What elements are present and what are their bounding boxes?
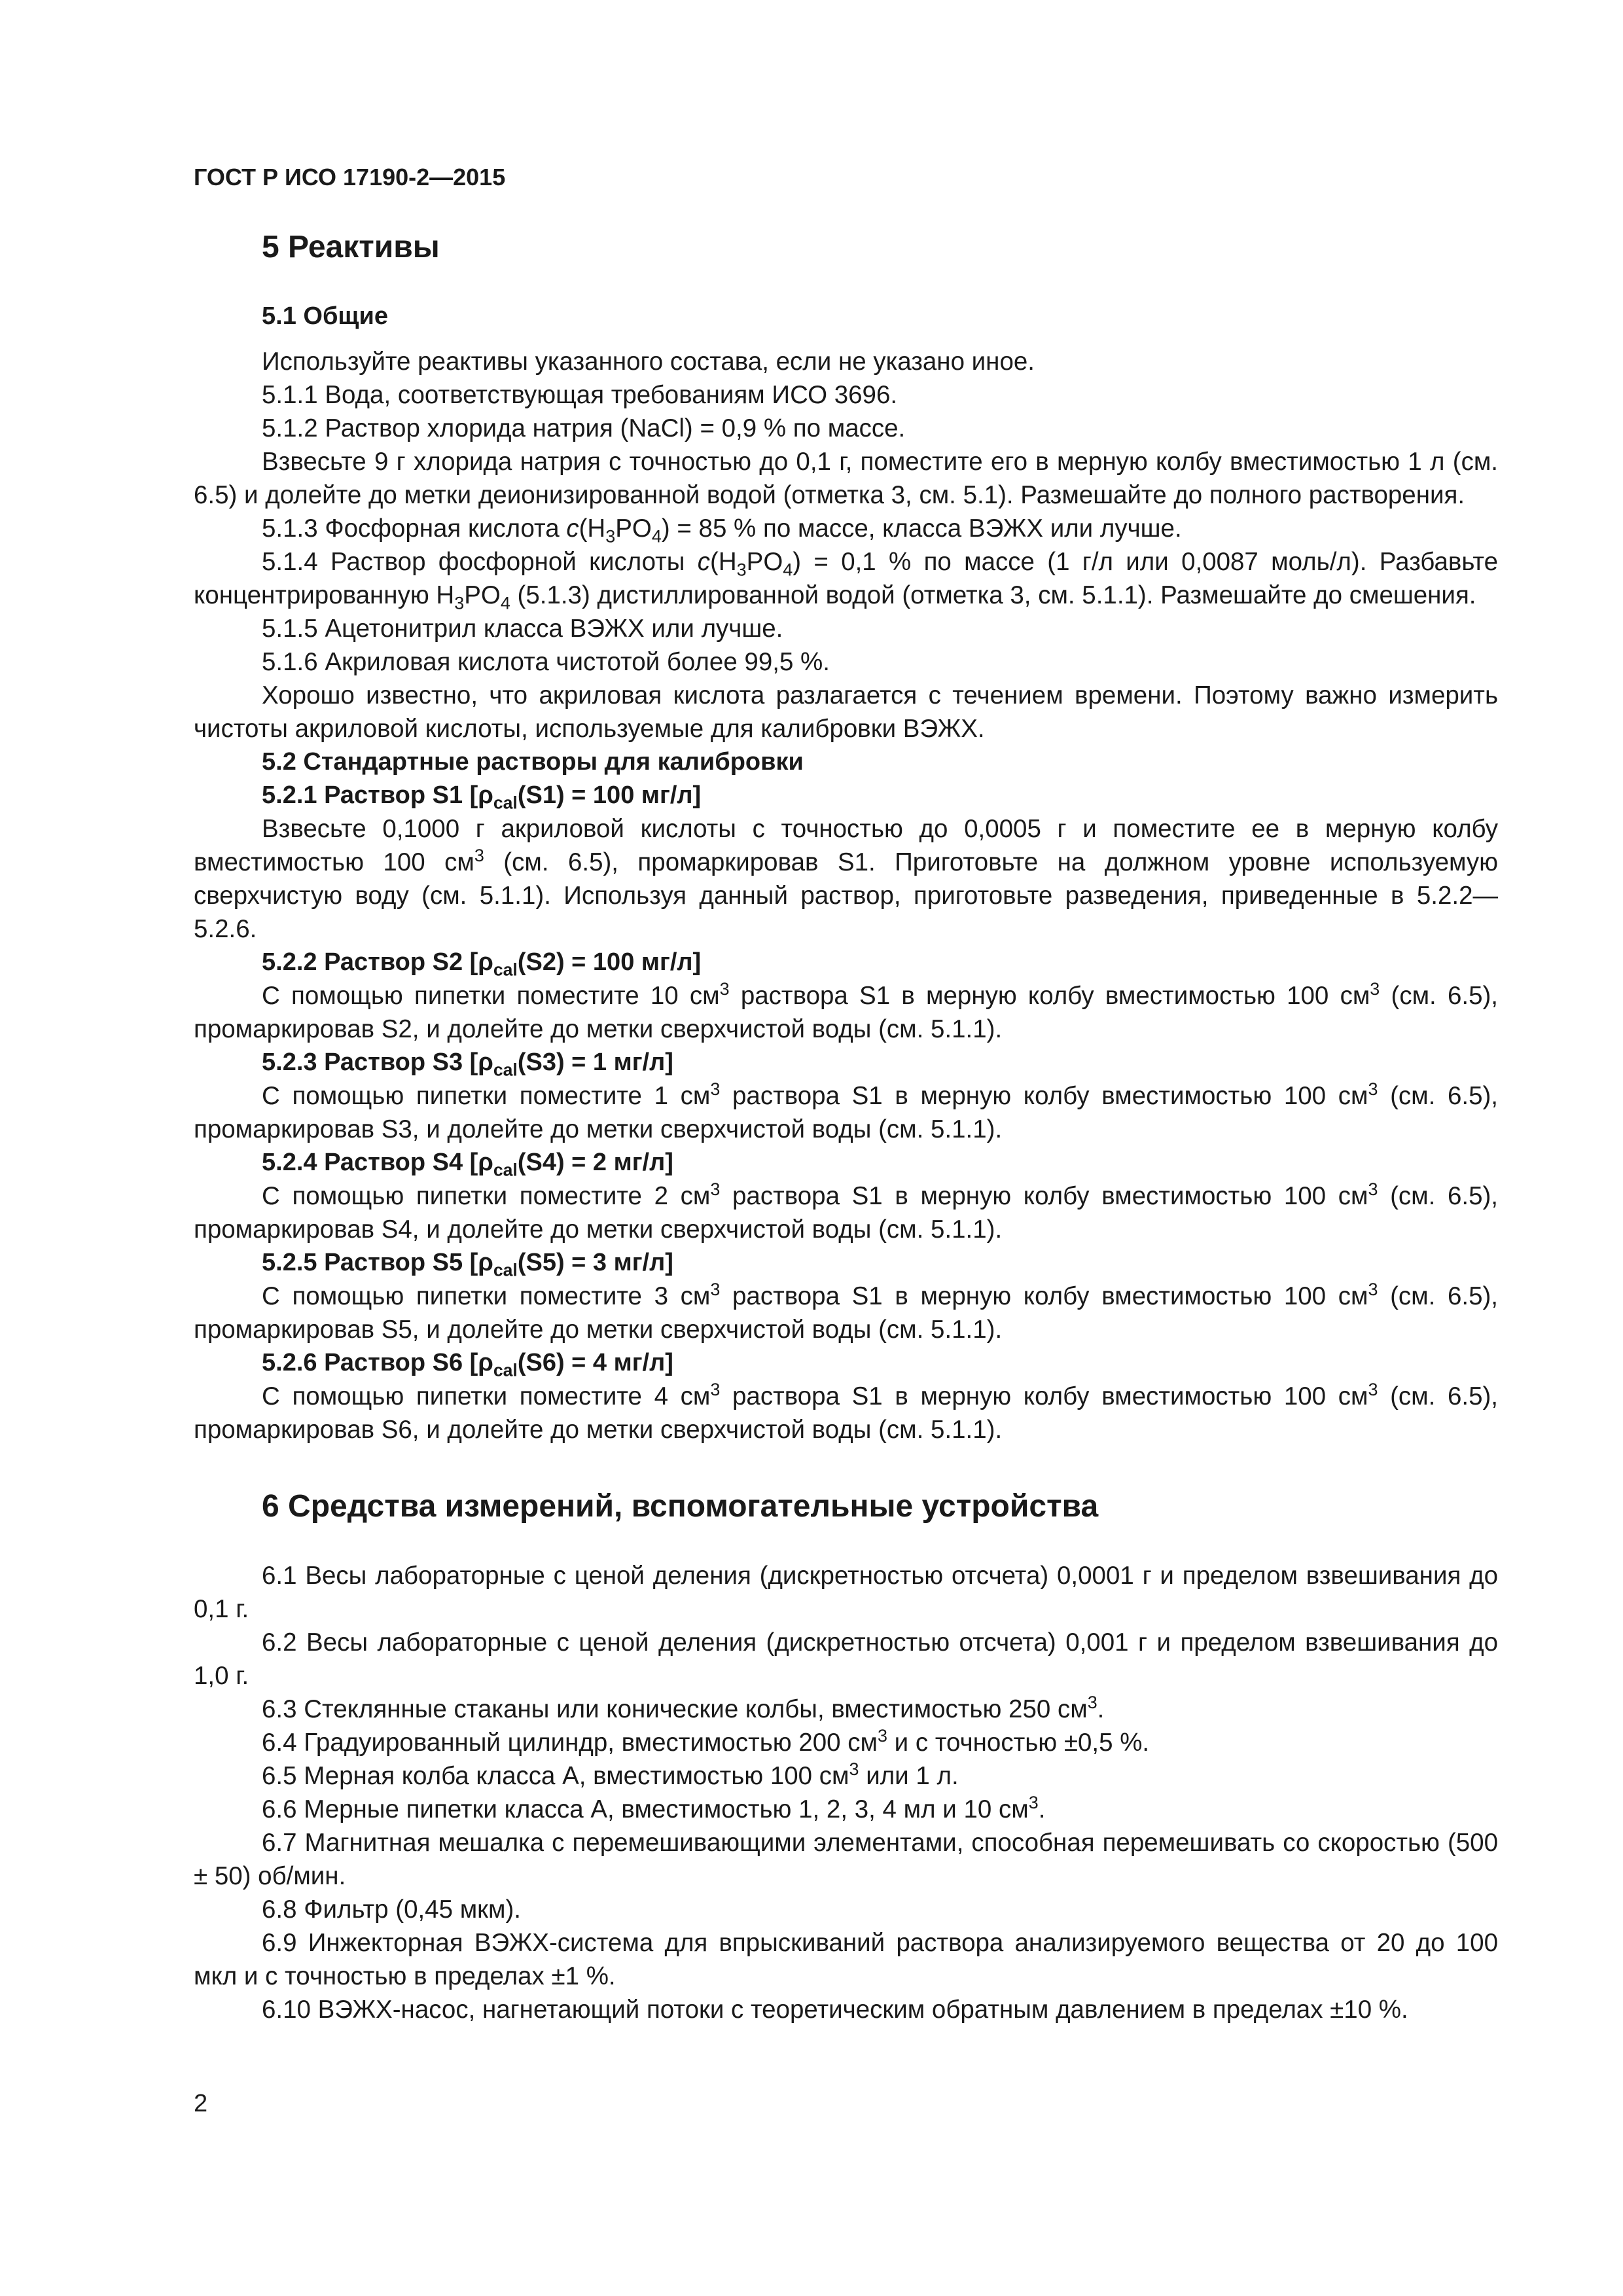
section-5-title: 5 Реактивы <box>262 230 440 264</box>
paragraph-5-2-1: Взвесьте 0,1000 г акриловой кислоты с точностью до 0,0005 г и поместите ее в мерную колбу вместимостью 100 $см^3$ (см. 6.5), промаркировав S1. Приготовьте на должном уровне используемую сверхчистую воду (см. 5.1.1). Используя данный раствор, приготовьте разведения, приведенные в 5.2.2—5.2.6. <box>194 815 1499 943</box>
page-number: 2 <box>194 2090 208 2117</box>
subsection-5-2-4-title: 5.2.4 Раствор S4 [$\rho_{cal}(S4) = 2$ мг/л] <box>262 1149 673 1180</box>
subsection-5-2-6-title: 5.2.6 Раствор S6 [$\rho_{cal}(S6) = 4$ мг/л] <box>262 1349 673 1380</box>
paragraph-5-1-2-text: Взвесьте 9 г хлорида натрия с точностью до 0,1 г, поместите его в мерную колбу вместимостью 1 л (см. 6.5) и долейте до метки деионизированной водой (отметка 3, см. 5.1). Размешайте до полного растворения. <box>194 448 1498 509</box>
section-spacer <box>194 1446 1498 1486</box>
paragraph-5-1-5: 5.1.5 Ацетонитрил класса ВЭЖХ или лучше. <box>262 615 783 643</box>
paragraph-6-6: 6.6 Мерные пипетки класса А, вместимостью 1, 2, 3, 4 мл и 10 $см^3$. <box>262 1793 1046 1823</box>
subsection-5-2-title: 5.2 Стандартные растворы для калибровки <box>262 748 804 776</box>
paragraph-6-3: 6.3 Стеклянные стаканы или конические колбы, вместимостью 250 $см^3$. <box>262 1693 1105 1723</box>
page-content <box>194 226 1498 2026</box>
paragraph-5-1-1: 5.1.1 Вода, соответствующая требованиям ИСО 3696. <box>262 381 898 409</box>
document-header: ГОСТ Р ИСО 17190-2—2015 <box>194 164 506 190</box>
paragraph-5-1-6: 5.1.6 Акриловая кислота чистотой более 99,5 %. <box>262 648 830 676</box>
paragraph-5-2-6: С помощью пипетки поместите 4 $см^3$ раствора S1 в мерную колбу вместимостью 100 $см^3$ (см. 6.5), промаркировав S6, и долейте до метки сверхчистой воды (см. 5.1.1). <box>194 1380 1499 1444</box>
paragraph-5-1-2: 5.1.2 Раствор хлорида натрия (NaCl) = 0,9 % по массе. <box>262 414 906 442</box>
paragraph-5-2-3: С помощью пипетки поместите 1 $см^3$ раствора S1 в мерную колбу вместимостью 100 $см^3$ (см. 6.5), промаркировав S3, и долейте до метки сверхчистой воды (см. 5.1.1). <box>194 1079 1499 1143</box>
paragraph-5-2-2: С помощью пипетки поместите 10 $см^3$ раствора S1 в мерную колбу вместимостью 100 $см^3$ (см. 6.5), промаркировав S2, и долейте до метки сверхчистой воды (см. 5.1.1). <box>194 979 1498 1043</box>
paragraph-6-1: 6.1 Весы лабораторные с ценой деления (дискретностью отсчета) 0,0001 г и пределом взвешивания до 0,1 г. <box>194 1562 1498 1623</box>
paragraph-intro: Используйте реактивы указанного состава, если не указано иное. <box>262 348 1035 376</box>
subsection-5-2-5-title: 5.2.5 Раствор S5 [$\rho_{cal}(S5) = 3$ мг/л] <box>262 1249 673 1280</box>
subsection-5-2-1-title: 5.2.1 Раствор S1 [$\rho_{cal}(S1) = 100$ мг/л] <box>262 781 702 813</box>
paragraph-5-2-4: С помощью пипетки поместите 2 $см^3$ раствора S1 в мерную колбу вместимостью 100 $см^3$ (см. 6.5), промаркировав S4, и долейте до метки сверхчистой воды (см. 5.1.1). <box>194 1179 1499 1244</box>
subsection-5-2-3-title: 5.2.3 Раствор S3 [$\rho_{cal}(S3) = 1$ мг/л] <box>262 1049 673 1080</box>
paragraph-6-7: 6.7 Магнитная мешалка с перемешивающими элементами, способная перемешивать со скоростью (500 ± 50) об/мин. <box>194 1829 1498 1890</box>
paragraph-5-1-6-text: Хорошо известно, что акриловая кислота разлагается с течением времени. Поэтому важно измерить чистоты акриловой кислоты, используемые для калибровки ВЭЖХ. <box>194 681 1498 743</box>
subsection-5-2-2-title: 5.2.2 Раствор S2 [$\rho_{cal}(S2) = 100$ мг/л] <box>262 948 702 980</box>
paragraph-6-9: 6.9 Инжекторная ВЭЖХ-система для впрыскиваний раствора анализируемого вещества от 20 до 100 мкл и с точностью в пределах ±1 %. <box>194 1929 1498 1990</box>
paragraph-5-2-5: С помощью пипетки поместите 3 $см^3$ раствора S1 в мерную колбу вместимостью 100 $см^3$ (см. 6.5), промаркировав S5, и долейте до метки сверхчистой воды (см. 5.1.1). <box>194 1280 1499 1344</box>
paragraph-6-2: 6.2 Весы лабораторные с ценой деления (дискретностью отсчета) 0,001 г и пределом взвешивания до 1,0 г. <box>194 1628 1498 1690</box>
section-6-title: 6 Средства измерений, вспомогательные устройства <box>262 1489 1099 1524</box>
paragraph-6-10: 6.10 ВЭЖХ-насос, нагнетающий потоки с теоретическим обратным давлением в пределах ±10 %. <box>262 1996 1408 2024</box>
subsection-5-1-title: 5.1 Общие <box>262 302 388 330</box>
paragraph-6-8: 6.8 Фильтр (0,45 мкм). <box>262 1895 521 1924</box>
paragraph-5-1-4: 5.1.4 Раствор фосфорной кислоты $c(H_3PO_4) = 0,1$ % по массе (1 г/л или 0,0087 моль/л). Разбавьте концентрированную $H_3PO_4$ (5.1.3) дистиллированной водой (отметка 3, см. 5.1.1). Размешайте до смешения. <box>194 548 1498 613</box>
paragraph-6-5: 6.5 Мерная колба класса А, вместимостью 100 $см^3$ или 1 л. <box>262 1759 959 1790</box>
paragraph-6-4: 6.4 Градуированный цилиндр, вместимостью 200 $см^3$ и с точностью ±0,5 %. <box>262 1726 1150 1757</box>
paragraph-5-1-3: 5.1.3 Фосфорная кислота $c(H_3PO_4) = 85$ % по массе, класса ВЭЖХ или лучше. <box>262 514 1182 547</box>
